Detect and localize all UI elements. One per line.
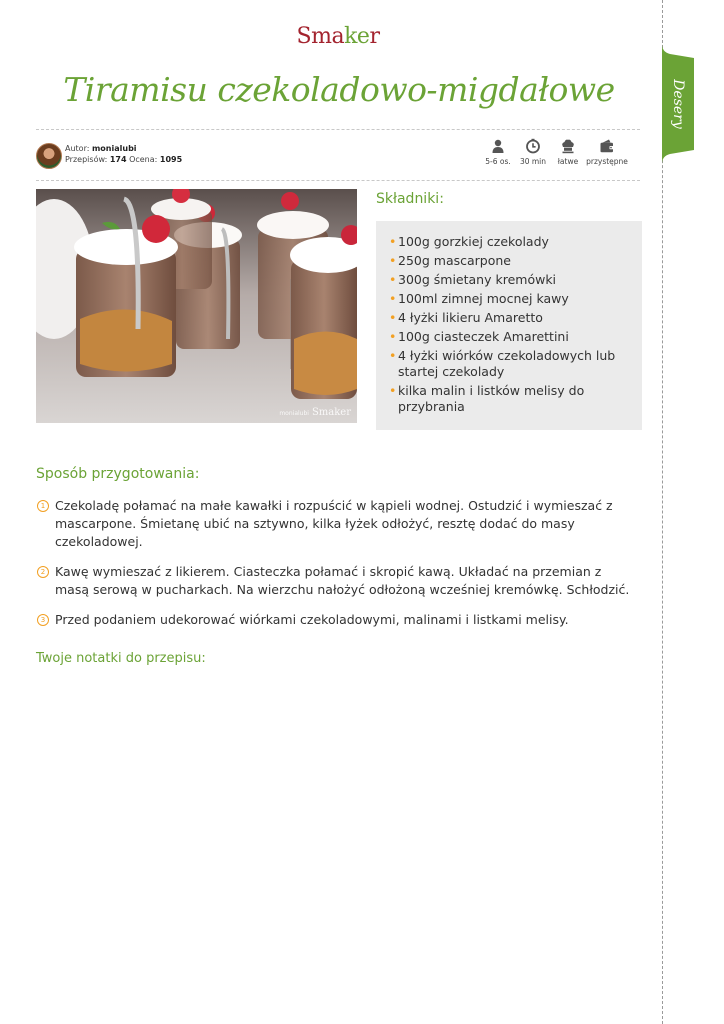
preparation-heading: Sposób przygotowania: [36,466,200,482]
dessert-image [36,189,357,423]
ingredients-list [376,221,642,415]
step-1 [36,497,636,551]
preparation-steps [36,497,636,641]
step-number: 1 [37,500,49,512]
ingredient-item: • 100ml zimnej mocnej kawy [389,291,642,307]
step-2 [36,563,636,599]
step-3 [36,611,636,629]
ingredient-item: • 4 łyżki wiórków czekoladowych lub startej czekolady [389,348,642,380]
step-text: Przed podaniem udekorować wiórkami czekoladowymi, malinami i listkami melisy. [55,612,569,627]
recipe-stats [478,138,634,170]
recipes-count: 174 [109,155,127,164]
ingredients-heading: Składniki: [376,191,444,207]
divider [36,180,640,181]
divider [36,129,640,130]
person-icon [490,138,506,154]
stat-cost [583,138,631,166]
notes-heading: Twoje notatki do przepisu: [36,651,206,666]
author-avatar[interactable] [36,143,62,169]
author-label: Autor: [65,144,90,153]
category-tab-label: Desery [670,79,686,129]
ingredient-item: • 100g ciasteczek Amarettini [389,329,642,345]
stat-servings-label: 5-6 os. [485,157,511,166]
ingredients-box [376,221,642,430]
step-text: Czekoladę połamać na małe kawałki i rozpuścić w kąpieli wodnej. Ostudzić i wymieszać z mascarpone. Śmietanę ubić na sztywno, kilka łyżek odłożyć, resztę dodać do masy czekoladowej. [55,498,613,549]
photo-watermark: monialubi Smaker [279,407,351,418]
step-number: 2 [37,566,49,578]
stat-cost-label: przystępne [586,157,628,166]
ingredient-item: • 250g mascarpone [389,253,642,269]
recipe-photo [36,189,357,423]
category-tab[interactable] [662,44,694,164]
step-number: 3 [37,614,49,626]
author-name[interactable]: monialubi [91,144,137,153]
author-meta [65,143,182,165]
site-logo[interactable]: Smaker [296,24,380,49]
recipes-label: Przepisów: [65,155,108,164]
stat-time-label: 30 min [519,157,547,166]
stat-difficulty-label: łatwe [557,157,579,166]
wallet-icon [599,138,615,154]
ingredient-item: • 4 łyżki likieru Amaretto [389,310,642,326]
recipe-title: Tiramisu czekoladowo-migdałowe [63,70,615,109]
rating-label: Ocena: [129,155,158,164]
step-text: Kawę wymieszać z likierem. Ciasteczka połamać i skropić kawą. Układać na przemian z masą serową w pucharkach. Na wierzchu nałożyć odłożoną wcześniej kremówkę. Schłodzić. [55,564,630,597]
chef-hat-icon [560,138,576,154]
rating-value: 1095 [159,155,183,164]
ingredient-item: • kilka malin i listków melisy do przybrania [389,383,642,415]
clock-icon [525,138,541,154]
ingredient-item: • 100g gorzkiej czekolady [389,234,642,250]
ingredient-item: • 300g śmietany kremówki [389,272,642,288]
